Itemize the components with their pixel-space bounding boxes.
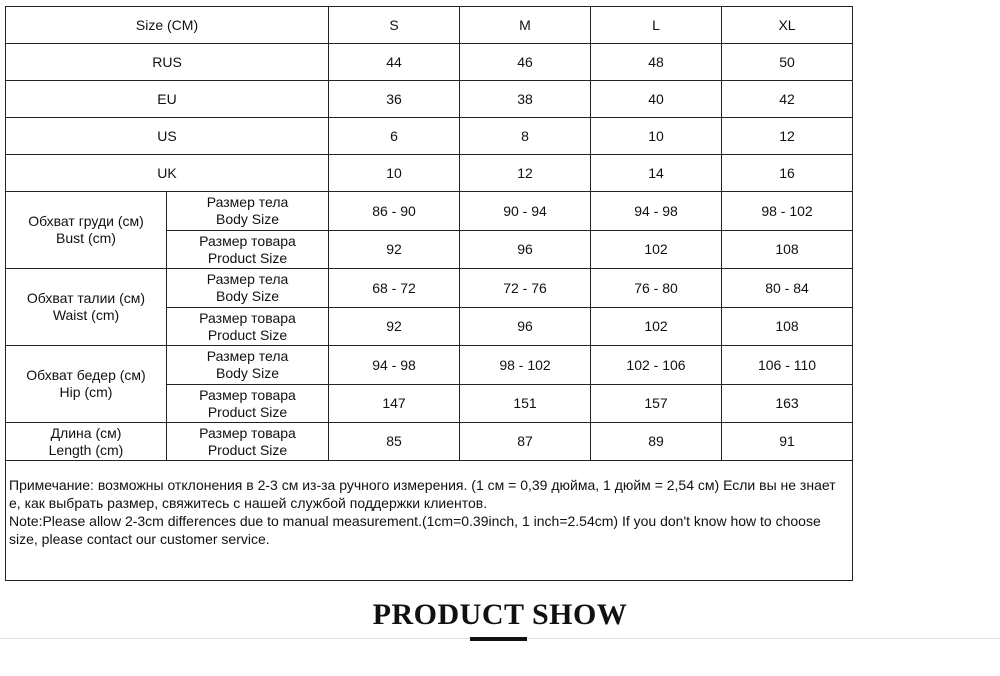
body-size-label-en: Body Size [215,365,280,381]
size-chart-table [5,6,853,581]
size-header-label: Size (CM) [6,7,329,44]
table-cell: 102 - 106 [591,346,722,385]
product-size-label-en: Product Size [207,441,288,458]
waist-label-en: Waist (cm) [52,307,120,323]
table-cell: 76 - 80 [591,269,722,308]
table-cell: 12 [460,155,591,192]
bust-label [6,192,167,269]
table-cell: 90 - 94 [460,192,591,231]
product-size-label-en: Product Size [207,326,288,343]
table-cell: 94 - 98 [329,346,460,385]
product-size-label-ru: Размер товара [199,424,296,441]
table-cell: 108 [722,308,853,346]
length-label [6,423,167,461]
table-cell: 94 - 98 [591,192,722,231]
body-size-label [167,346,329,385]
note-ru-line-2: е, как выбрать размер, свяжитесь с нашей службой поддержки клиентов. [9,495,488,511]
body-size-label-ru: Размер тела [206,194,289,210]
note-ru-line-1: Примечание: возможны отклонения в 2-3 см из-за ручного измерения. (1 см = 0,39 дюйма, 1 дюйм = 2,54 см) Если вы не знает [9,477,836,493]
table-cell: 92 [329,308,460,346]
table-cell: 6 [329,118,460,155]
note-en-line-1: Note:Please allow 2-3cm differences due to manual measurement.(1cm=0.39inch, 1 inch=2.54cm) If you don't know how to choose [9,513,821,529]
body-size-label-en: Body Size [215,288,280,304]
section-heading: PRODUCT SHOW [372,598,628,631]
product-size-label-ru: Размер товара [199,309,296,326]
product-size-label [167,423,329,461]
hip-label [6,346,167,423]
table-header-row [6,7,853,44]
body-size-label [167,192,329,231]
bust-label-ru: Обхват груди (см) [28,213,144,229]
table-cell: 48 [591,44,722,81]
row-label: UK [6,155,329,192]
product-size-label-en: Product Size [207,403,288,420]
table-cell: 86 - 90 [329,192,460,231]
product-size-label [167,308,329,346]
body-size-label [167,269,329,308]
bust-label-en: Bust (cm) [56,230,116,246]
hip-label-en: Hip (cm) [59,384,113,400]
table-cell: 87 [460,423,591,461]
table-cell: 12 [722,118,853,155]
row-label: US [6,118,329,155]
measurement-note [6,461,853,581]
product-size-label-en: Product Size [207,249,288,266]
size-header-xl: XL [722,7,853,44]
table-cell: 36 [329,81,460,118]
length-label-en: Length (cm) [48,441,124,458]
table-cell: 96 [460,231,591,269]
table-cell: 10 [329,155,460,192]
table-cell: 10 [591,118,722,155]
table-cell: 44 [329,44,460,81]
table-row-uk [6,155,853,192]
table-cell: 85 [329,423,460,461]
table-cell: 42 [722,81,853,118]
body-size-label-en: Body Size [215,211,280,227]
table-cell: 108 [722,231,853,269]
table-cell: 89 [591,423,722,461]
table-cell: 80 - 84 [722,269,853,308]
note-en-line-2: size, please contact our customer service. [9,531,270,547]
length-label-ru: Длина (см) [50,424,122,441]
table-row-rus [6,44,853,81]
table-cell: 106 - 110 [722,346,853,385]
row-label: RUS [6,44,329,81]
table-cell: 102 [591,231,722,269]
body-size-label-ru: Размер тела [206,348,289,364]
table-cell: 92 [329,231,460,269]
table-cell: 16 [722,155,853,192]
size-header-l: L [591,7,722,44]
product-size-label [167,231,329,269]
table-cell: 68 - 72 [329,269,460,308]
table-cell: 8 [460,118,591,155]
table-cell: 91 [722,423,853,461]
table-row-us [6,118,853,155]
table-cell: 102 [591,308,722,346]
table-cell: 40 [591,81,722,118]
table-cell: 147 [329,385,460,423]
table-cell: 98 - 102 [722,192,853,231]
waist-label-ru: Обхват талии (см) [26,290,146,306]
table-cell: 163 [722,385,853,423]
table-row-length-product [6,423,853,461]
product-size-label-ru: Размер товара [199,232,296,249]
table-cell: 14 [591,155,722,192]
table-row-eu [6,81,853,118]
table-cell: 72 - 76 [460,269,591,308]
table-cell: 38 [460,81,591,118]
table-cell: 151 [460,385,591,423]
table-row-bust-body [6,192,853,231]
table-row-note [6,461,853,581]
table-cell: 50 [722,44,853,81]
section-divider-accent [470,637,527,641]
table-row-waist-body [6,269,853,308]
table-cell: 96 [460,308,591,346]
size-header-m: M [460,7,591,44]
product-size-label-ru: Размер товара [199,386,296,403]
waist-label [6,269,167,346]
row-label: EU [6,81,329,118]
table-row-hip-body [6,346,853,385]
table-cell: 98 - 102 [460,346,591,385]
table-cell: 157 [591,385,722,423]
hip-label-ru: Обхват бедер (см) [26,367,146,383]
product-size-label [167,385,329,423]
body-size-label-ru: Размер тела [206,271,289,287]
size-header-s: S [329,7,460,44]
table-cell: 46 [460,44,591,81]
